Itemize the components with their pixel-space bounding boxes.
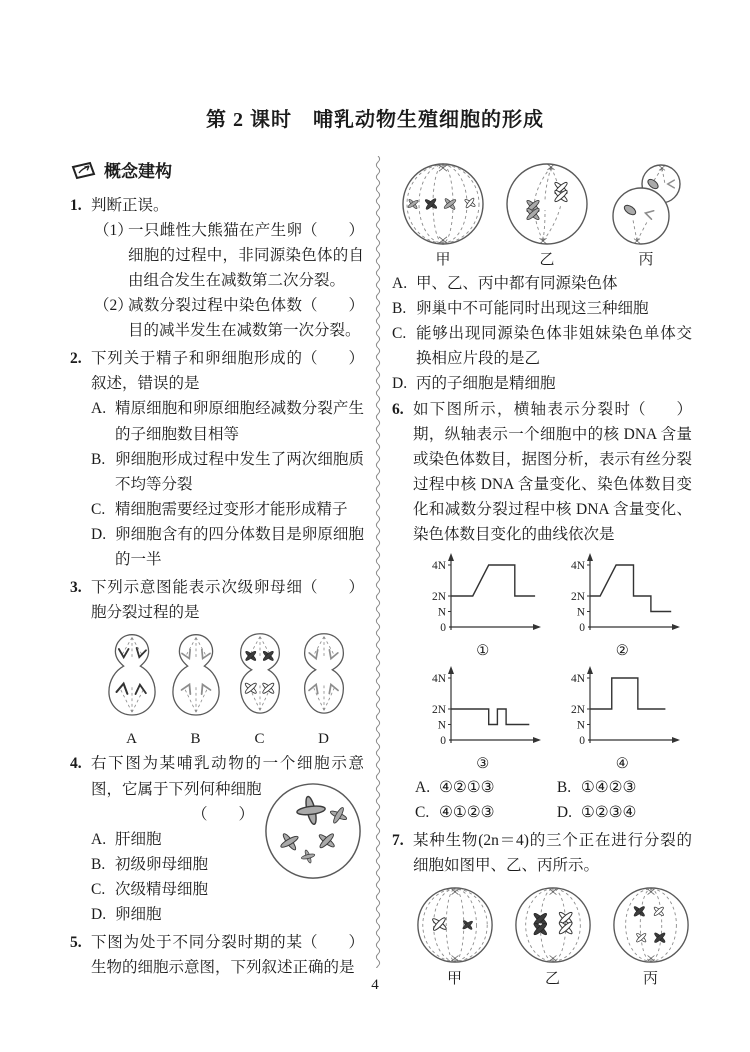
svg-text:4N: 4N (571, 673, 586, 686)
svg-text:2N: 2N (571, 591, 586, 604)
svg-text:N: N (576, 606, 586, 619)
question-5-option-d: D. 丙的子细胞是精细胞 (392, 375, 556, 393)
question-1-stem: 判断正误。 (91, 196, 169, 214)
question-4-option-b: B. 初级卵母细胞 (91, 855, 209, 873)
svg-text:N: N (437, 606, 446, 619)
question-6-number: 6. (392, 400, 404, 418)
question-4 (70, 751, 364, 927)
question-1-item-2: （2） （ ） 减数分裂过程中染色体数目的减半发生在减数第一次分裂。 (91, 293, 364, 343)
right-column (392, 156, 692, 991)
question-5-option-c: C. 能够出现同源染色体非姐妹染色单体交换相应片段的是乙 (392, 325, 692, 368)
question-3-figure (91, 631, 364, 748)
question-6-option-b: B. ①④②③ (556, 779, 637, 797)
dna-curve-chart-1: 4N 2N N 0 ① (421, 551, 545, 660)
answer-bracket: （ ） (191, 805, 254, 823)
answer-bracket: （ ） (629, 400, 692, 418)
cell-image-q7-jia (412, 885, 498, 967)
svg-text:N: N (437, 719, 446, 732)
cell-division-image (167, 631, 225, 727)
answer-bracket: （ ） (301, 221, 364, 239)
question-2 (70, 346, 364, 572)
question-5-option-a: A. 甲、乙、丙中都有同源染色体 (392, 275, 618, 292)
question-5-number: 5. (70, 934, 82, 952)
question-7-stem: 某种生物(2n＝4)的三个正在进行分裂的细胞如图甲、乙、丙所示。 (413, 832, 692, 875)
question-6-options (413, 775, 692, 825)
dna-curve-chart-2: 4N 2N N 0 ② (560, 551, 684, 660)
page-number: 4 (371, 977, 379, 993)
question-3-stem: （ ） 下列示意图能表示次级卵母细胞分裂过程的是 (91, 575, 364, 625)
question-2-option-d: D. 卵细胞含有的四分体数目是卵原细胞的一半 (91, 525, 364, 569)
line-chart (560, 551, 684, 643)
left-column (70, 156, 364, 991)
notebook-pen-icon (70, 161, 97, 182)
section-title: 概念建构 (104, 162, 172, 181)
answer-bracket: （ ） (301, 350, 364, 368)
line-chart (560, 664, 684, 756)
question-7-number: 7. (392, 832, 404, 850)
question-2-stem: （ ） 下列关于精子和卵细胞形成的叙述，错误的是 (91, 346, 364, 396)
question-6-charts (413, 551, 692, 773)
question-5 (70, 930, 364, 980)
svg-text:4N: 4N (431, 673, 446, 686)
column-divider (364, 156, 392, 991)
question-6-stem: （ ） 如下图所示，横轴表示分裂时期，纵轴表示一个细胞中的核 DNA 含量或染色体数目，据图分析，表示有丝分裂过程中核 DNA 含量变化、染色体数目变化和减数分裂过程中核 DNA 含量变化、染色体数目变化的曲线依次是 (413, 397, 692, 548)
cell-image-yi (501, 162, 593, 248)
question-4-stem: 右下图为某哺乳动物的一个细胞示意图，它属于下列何种细胞 (91, 755, 364, 798)
svg-text:2N: 2N (431, 591, 446, 604)
dividing-cell-diagram-D: D (295, 631, 353, 748)
cell-image-q7-bing (608, 885, 694, 967)
svg-text:0: 0 (440, 735, 446, 748)
svg-text:2N: 2N (571, 704, 586, 717)
dividing-cell-diagram-B: B (167, 631, 225, 748)
cell-division-image (103, 631, 161, 727)
question-2-option-a: A. 精原细胞和卵原细胞经减数分裂产生的子细胞数目相等 (91, 400, 364, 443)
dividing-cell-diagram-A: A (103, 631, 161, 748)
cell-diagram-yi: 乙 (501, 162, 593, 269)
question-4-option-a: A. 肝细胞 (91, 830, 162, 848)
cell-image-jia (397, 162, 489, 248)
cell-image-q7-yi (510, 885, 596, 967)
question-2-option-b: B. 卵细胞形成过程中发生了两次细胞质不均等分裂 (91, 450, 364, 493)
line-chart (421, 551, 545, 643)
answer-bracket: （ ） (301, 934, 364, 952)
question-5-stem: （ ） 下图为处于不同分裂时期的某生物的细胞示意图，下列叙述正确的是 (91, 930, 364, 980)
question-6-option-a: A. ④②①③ (415, 779, 495, 797)
question-3-number: 3. (70, 579, 82, 597)
question-2-number: 2. (70, 350, 82, 368)
dna-curve-chart-3: 4N 2N N 0 ③ (421, 664, 545, 773)
question-4-option-d: D. 卵细胞 (91, 906, 162, 924)
question-6-option-d: D. ①②③④ (556, 804, 637, 822)
question-7 (392, 828, 692, 987)
question-1 (70, 193, 364, 344)
cell-diagram-q7-yi: 乙 (510, 885, 596, 988)
dna-curve-chart-4: 4N 2N N 0 ④ (560, 664, 684, 773)
cell-image-bing (605, 162, 687, 248)
cell-division-image (231, 631, 289, 727)
question-5-figure (392, 162, 692, 269)
answer-bracket: （ ） (301, 579, 364, 597)
section-header (70, 158, 364, 186)
svg-text:4N: 4N (571, 560, 586, 573)
question-5-options (392, 271, 692, 397)
question-6 (392, 397, 692, 826)
svg-text:2N: 2N (431, 704, 446, 717)
cell-diagram-jia: 甲 (397, 162, 489, 269)
svg-text:0: 0 (579, 735, 586, 748)
cell-diagram-q7-jia: 甲 (412, 885, 498, 988)
svg-text:N: N (576, 719, 586, 732)
question-3 (70, 575, 364, 748)
line-chart (421, 664, 545, 756)
svg-text:4N: 4N (431, 560, 446, 573)
question-4-option-c: C. 次级精母细胞 (91, 880, 209, 898)
question-6-option-c: C. ④①②③ (415, 804, 495, 822)
question-1-number: 1. (70, 196, 82, 214)
answer-bracket: （ ） (301, 296, 364, 314)
question-1-item-1: （1） （ ） 一只雌性大熊猫在产生卵细胞的过程中，非同源染色体的自由组合发生在减数第二次分裂。 (91, 218, 364, 293)
two-column-layout (70, 156, 692, 991)
question-5-option-b: B. 卵巢中不可能同时出现这三种细胞 (392, 300, 649, 318)
question-4-number: 4. (70, 755, 82, 773)
svg-text:0: 0 (579, 622, 586, 635)
question-7-figure (413, 885, 692, 988)
svg-text:0: 0 (440, 622, 446, 635)
cell-diagram-q7-bing: 丙 (608, 885, 694, 988)
page-title: 第 2 课时 哺乳动物生殖细胞的形成 (206, 109, 544, 131)
dividing-cell-diagram-C: C (231, 631, 289, 748)
cell-division-image (295, 631, 353, 727)
wavy-divider-line (374, 156, 382, 968)
cell-diagram-bing: 丙 (605, 162, 687, 269)
question-2-option-c: C. 精细胞需要经过变形才能形成精子 (91, 500, 348, 518)
